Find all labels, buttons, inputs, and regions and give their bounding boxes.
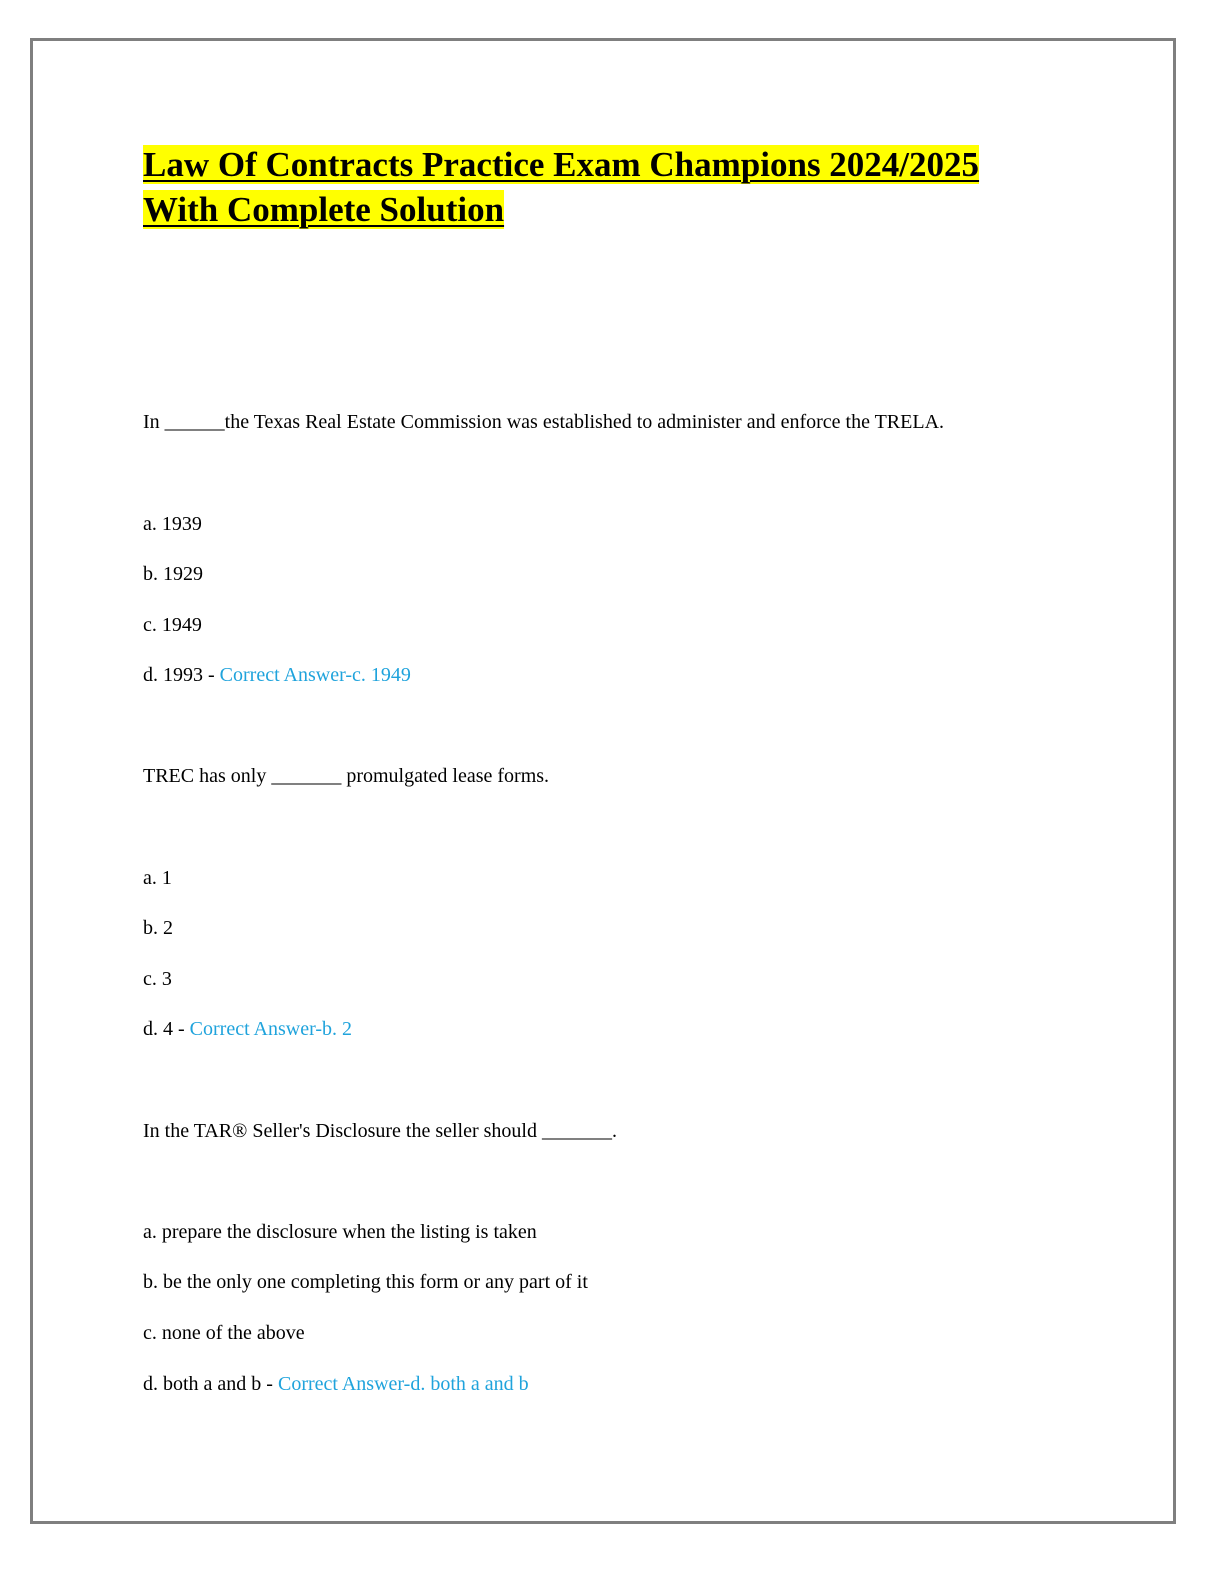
- document-title: [143, 142, 1043, 232]
- question-3-correct-answer: Correct Answer-d. both a and b: [277, 1373, 529, 1395]
- question-1-prompt: In ______the Texas Real Estate Commission was established to administer and enforce the TRELA.: [143, 411, 945, 433]
- question-3-option-d: [143, 1371, 529, 1397]
- question-1-option-d-text: d. 1993 -: [143, 664, 220, 686]
- question-2-option-d: [143, 1016, 352, 1042]
- question-2-option-d-text: d. 4 -: [143, 1018, 190, 1040]
- title-line-1: Law Of Contracts Practice Exam Champions 2024/2025: [143, 145, 980, 184]
- question-2-option-b: b. 2: [143, 917, 173, 939]
- question-1-option-b: b. 1929: [143, 563, 203, 585]
- question-2-prompt: TREC has only _______ promulgated lease forms.: [143, 765, 550, 787]
- title-line-2: With Complete Solution: [143, 190, 505, 229]
- question-1-correct-answer: Correct Answer-c. 1949: [219, 664, 411, 686]
- question-3-option-c: c. none of the above: [143, 1322, 305, 1344]
- question-1-option-a: a. 1939: [143, 513, 202, 535]
- question-2-option-c: c. 3: [143, 968, 172, 990]
- question-3-option-d-text: d. both a and b -: [143, 1373, 278, 1395]
- question-2-option-a: a. 1: [143, 867, 172, 889]
- question-1-option-d: [143, 662, 411, 688]
- question-3-option-a: a. prepare the disclosure when the listing is taken: [143, 1221, 537, 1243]
- question-2-correct-answer: Correct Answer-b. 2: [189, 1018, 353, 1040]
- question-1-option-c: c. 1949: [143, 614, 202, 636]
- question-3-option-b: b. be the only one completing this form or any part of it: [143, 1271, 588, 1293]
- question-3-prompt: In the TAR® Seller's Disclosure the seller should _______.: [143, 1120, 617, 1142]
